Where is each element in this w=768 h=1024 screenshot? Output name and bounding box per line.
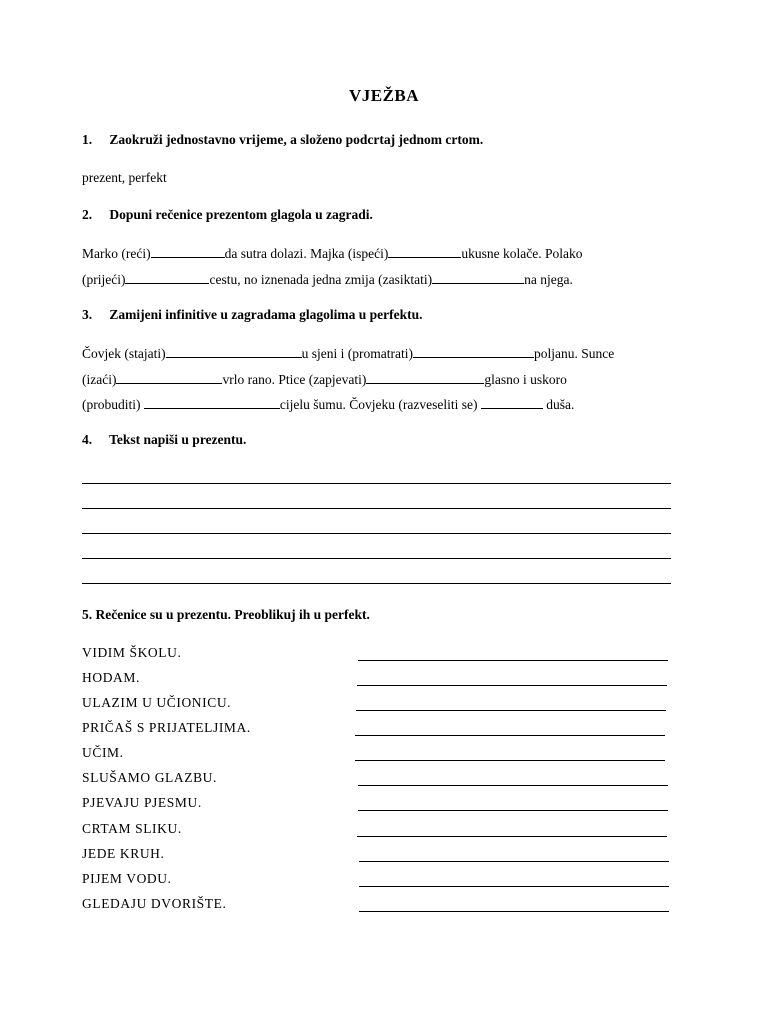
task3-line1 — [82, 344, 614, 362]
task4-heading — [82, 432, 246, 448]
task2-number: 2. — [82, 207, 93, 222]
answer-line[interactable] — [358, 660, 668, 661]
list-item — [82, 720, 672, 736]
answer-line[interactable] — [359, 911, 669, 912]
page-title: VJEŽBA — [348, 86, 420, 105]
sentence-text: CRTAM SLIKU. — [82, 821, 182, 836]
answer-line[interactable] — [356, 710, 666, 711]
answer-line[interactable] — [357, 836, 667, 837]
sentence-text: JEDE KRUH. — [82, 846, 165, 861]
sentence-text: HODAM. — [82, 670, 140, 685]
task2-instruction: Dopuni rečenice prezentom glagola u zagradi. — [109, 207, 373, 222]
answer-blank[interactable] — [116, 370, 222, 384]
list-item — [82, 795, 672, 811]
writing-line[interactable] — [82, 583, 671, 584]
list-item — [82, 846, 672, 862]
sentence-text: PIJEM VODU. — [82, 871, 172, 886]
task4-instruction: Tekst napiši u prezentu. — [109, 432, 247, 447]
task3-line3 — [82, 395, 574, 413]
sentence-text: SLUŠAMO GLAZBU. — [82, 770, 218, 785]
task3-number: 3. — [82, 307, 93, 322]
sentence-text: na njega. — [524, 272, 573, 287]
task4-number: 4. — [82, 432, 93, 447]
answer-blank[interactable] — [366, 370, 484, 384]
sentence-text: glasno i uskoro — [484, 372, 567, 387]
answer-blank[interactable] — [125, 270, 209, 284]
list-item — [82, 770, 672, 786]
task3-line2 — [82, 370, 567, 388]
answer-blank[interactable] — [166, 344, 302, 358]
task1-heading — [82, 132, 483, 148]
sentence-text: ULAZIM U UČIONICU. — [82, 695, 232, 710]
sentence-text: u sjeni i (promatrati) — [301, 346, 413, 361]
answer-line[interactable] — [359, 886, 669, 887]
sentence-text: PRIČAŠ S PRIJATELJIMA. — [82, 720, 251, 735]
sentence-text: (probuditi) — [82, 397, 144, 412]
list-item — [82, 821, 672, 837]
writing-line[interactable] — [82, 558, 671, 559]
sentence-text: poljanu. Sunce — [533, 346, 615, 361]
task2-line2 — [82, 270, 573, 288]
writing-line[interactable] — [82, 508, 671, 509]
answer-blank[interactable] — [413, 344, 534, 358]
task1-number: 1. — [82, 132, 93, 147]
sentence-text: PJEVAJU PJESMU. — [82, 795, 202, 810]
task1-instruction: Zaokruži jednostavno vrijeme, a složeno podcrtaj jednom crtom. — [109, 132, 484, 147]
answer-line[interactable] — [358, 810, 668, 811]
sentence-text: Čovjek (stajati) — [82, 346, 166, 361]
sentence-text: cestu, no iznenada jedna zmija (zasiktati) — [209, 272, 433, 287]
answer-blank[interactable] — [144, 395, 280, 409]
answer-line[interactable] — [358, 785, 668, 786]
answer-blank[interactable] — [481, 395, 543, 409]
sentence-text: ukusne kolače. Polako — [461, 246, 583, 261]
task3-heading — [82, 307, 423, 323]
sentence-text: VIDIM ŠKOLU. — [82, 645, 182, 660]
sentence-text: da sutra dolazi. Majka (ispeći) — [224, 246, 389, 261]
writing-line[interactable] — [82, 483, 671, 484]
answer-line[interactable] — [355, 735, 665, 736]
list-item — [82, 695, 672, 711]
writing-line[interactable] — [82, 533, 671, 534]
answer-line[interactable] — [357, 685, 667, 686]
task2-heading — [82, 207, 373, 223]
task3-instruction: Zamijeni infinitive u zagradama glagolima u perfektu. — [109, 307, 423, 322]
answer-blank[interactable] — [151, 244, 225, 258]
sentence-text: cijelu šumu. Čovjeku (razveseliti se) — [279, 397, 481, 412]
task5-heading: 5. Rečenice su u prezentu. Preoblikuj ih u perfekt. — [82, 607, 370, 622]
sentence-text: vrlo rano. Ptice (zapjevati) — [222, 372, 367, 387]
list-item — [82, 645, 672, 661]
sentence-text: (izaći) — [82, 372, 117, 387]
answer-line[interactable] — [355, 760, 665, 761]
answer-blank[interactable] — [432, 270, 524, 284]
sentence-text: UČIM. — [82, 745, 124, 760]
sentence-text: Marko (reći) — [82, 246, 151, 261]
list-item — [82, 871, 672, 887]
task1-text: prezent, perfekt — [82, 170, 167, 185]
list-item — [82, 896, 672, 912]
list-item — [82, 670, 672, 686]
list-item — [82, 745, 672, 761]
answer-blank[interactable] — [388, 244, 461, 258]
sentence-text: (prijeći) — [82, 272, 126, 287]
sentence-text: GLEDAJU DVORIŠTE. — [82, 896, 227, 911]
answer-line[interactable] — [359, 861, 669, 862]
sentence-text: duša. — [542, 397, 575, 412]
task2-line1 — [82, 244, 583, 262]
